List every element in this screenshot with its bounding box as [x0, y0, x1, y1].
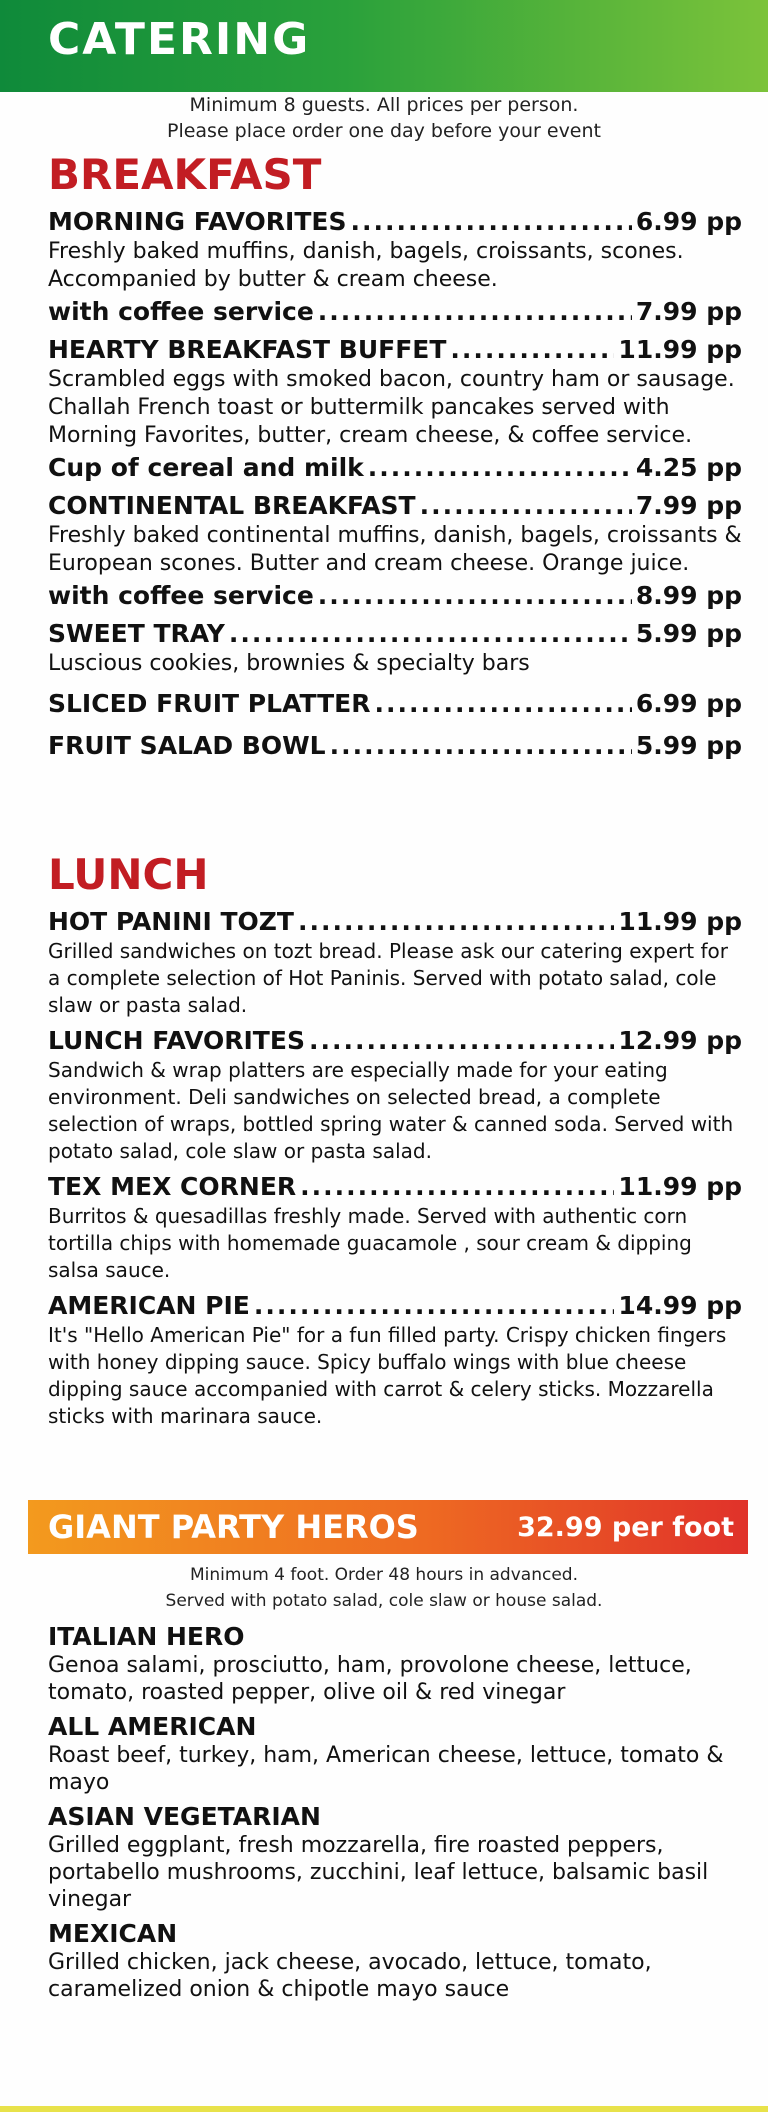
page-title: CATERING [48, 14, 311, 65]
leader-dots [300, 1171, 614, 1203]
leader-dots [318, 580, 632, 612]
item-option-name: with coffee service [48, 581, 314, 610]
item-description: Burritos & quesadillas freshly made. Served with authentic corn tortilla chips with homemade guacamole , sour cream & dipping salsa sauce. [48, 1204, 692, 1282]
bottom-divider [0, 2106, 768, 2112]
hero-description: Grilled eggplant, fresh mozzarella, fire roasted peppers, portabello mushrooms, zucchini, leaf lettuce, balsamic basil vinegar [48, 1833, 709, 1912]
heros-note [0, 1562, 768, 1614]
menu-item [48, 334, 742, 484]
intro-line: Minimum 8 guests. All prices per person. [189, 94, 579, 116]
item-option-price: 4.25 pp [635, 453, 742, 482]
item-description: Freshly baked continental muffins, danish, bagels, croissants & European scones. Butter and cream cheese. Orange juice. [48, 523, 742, 576]
hero-name: MEXICAN [48, 1919, 178, 1948]
hero-item [48, 1802, 748, 1913]
item-name: AMERICAN PIE [48, 1291, 250, 1320]
item-option-price: 7.99 pp [635, 297, 742, 326]
item-name: HOT PANINI TOZT [48, 907, 294, 936]
hero-name: ASIAN VEGETARIAN [48, 1802, 321, 1831]
heros-note-line: Served with potato salad, cole slaw or house salad. [165, 1591, 603, 1611]
item-price: 11.99 pp [618, 1172, 742, 1201]
leader-dots [318, 296, 632, 328]
menu-item [48, 490, 742, 612]
item-price: 5.99 pp [635, 731, 742, 760]
item-price: 6.99 pp [635, 689, 742, 718]
heros-title: GIANT PARTY HEROS [48, 1508, 419, 1546]
item-description: Grilled sandwiches on tozt bread. Please ask our catering expert for a complete selection of Hot Paninis. Served with potato salad, cole slaw or pasta salad. [48, 939, 728, 1017]
menu-item [48, 906, 742, 1019]
menu-item [48, 1171, 742, 1284]
item-option-price: 8.99 pp [635, 581, 742, 610]
item-name: SLICED FRUIT PLATTER [48, 689, 371, 718]
hero-item [48, 1919, 748, 2003]
item-name: HEARTY BREAKFAST BUFFET [48, 335, 447, 364]
leader-dots [368, 452, 632, 484]
item-name: LUNCH FAVORITES [48, 1026, 305, 1055]
lunch-section [48, 850, 742, 1430]
heros-list [48, 1622, 748, 2009]
leader-dots [450, 334, 614, 366]
item-description: Luscious cookies, brownies & specialty bars [48, 651, 530, 676]
leader-dots [298, 906, 614, 938]
hero-item [48, 1622, 748, 1706]
leader-dots [420, 490, 632, 522]
menu-item [48, 730, 742, 762]
leader-dots [254, 1290, 615, 1322]
item-description: Sandwich & wrap platters are especially made for your eating environment. Deli sandwiches on selected bread, a complete selection of wraps, bottled spring water & canned soda. Served with potato salad, cole slaw or pasta salad. [48, 1058, 734, 1163]
item-name: TEX MEX CORNER [48, 1172, 297, 1201]
item-description: It's "Hello American Pie" for a fun filled party. Crispy chicken fingers with honey dipping sauce. Spicy buffalo wings with blue cheese dipping sauce accompanied with carrot & celery sticks. Mozzarella sticks with marinara sauce. [48, 1323, 727, 1428]
breakfast-section [48, 150, 742, 762]
hero-name: ALL AMERICAN [48, 1712, 257, 1741]
item-description: Freshly baked muffins, danish, bagels, croissants, scones. Accompanied by butter & cream cheese. [48, 239, 684, 292]
item-name: SWEET TRAY [48, 619, 225, 648]
item-price: 7.99 pp [635, 491, 742, 520]
hero-description: Grilled chicken, jack cheese, avocado, lettuce, tomato, caramelized onion & chipotle mayo sauce [48, 1950, 652, 2002]
leader-dots [374, 688, 631, 720]
intro-line: Please place order one day before your event [166, 120, 601, 142]
heros-note-line: Minimum 4 foot. Order 48 hours in advanced. [190, 1565, 578, 1585]
catering-banner [0, 0, 768, 92]
item-price: 14.99 pp [618, 1291, 742, 1320]
item-price: 5.99 pp [635, 619, 742, 648]
item-description: Scrambled eggs with smoked bacon, country ham or sausage. Challah French toast or buttermilk pancakes served with Morning Favorites, butter, cream cheese, & coffee service. [48, 367, 735, 448]
section-title-lunch: LUNCH [48, 850, 209, 899]
section-title-breakfast: BREAKFAST [48, 150, 322, 199]
heros-price: 32.99 per foot [517, 1512, 734, 1543]
leader-dots [309, 1025, 614, 1057]
hero-name: ITALIAN HERO [48, 1622, 245, 1651]
menu-item [48, 618, 742, 678]
hero-description: Roast beef, turkey, ham, American cheese, lettuce, tomato & mayo [48, 1743, 724, 1795]
hero-description: Genoa salami, prosciutto, ham, provolone cheese, lettuce, tomato, roasted pepper, olive oil & red vinegar [48, 1653, 692, 1705]
hero-item [48, 1712, 748, 1796]
menu-item [48, 206, 742, 328]
menu-item [48, 1025, 742, 1165]
item-option-name: with coffee service [48, 297, 314, 326]
item-price: 6.99 pp [635, 207, 742, 236]
leader-dots [330, 730, 632, 762]
item-price: 11.99 pp [618, 335, 742, 364]
item-name: FRUIT SALAD BOWL [48, 731, 326, 760]
item-price: 11.99 pp [618, 907, 742, 936]
item-name: MORNING FAVORITES [48, 207, 347, 236]
heros-banner [28, 1500, 748, 1554]
leader-dots [229, 618, 632, 650]
item-price: 12.99 pp [618, 1026, 742, 1055]
item-name: CONTINENTAL BREAKFAST [48, 491, 416, 520]
menu-item [48, 688, 742, 720]
menu-item [48, 1290, 742, 1430]
item-option-name: Cup of cereal and milk [48, 453, 364, 482]
leader-dots [350, 206, 631, 238]
intro-note [0, 92, 768, 144]
